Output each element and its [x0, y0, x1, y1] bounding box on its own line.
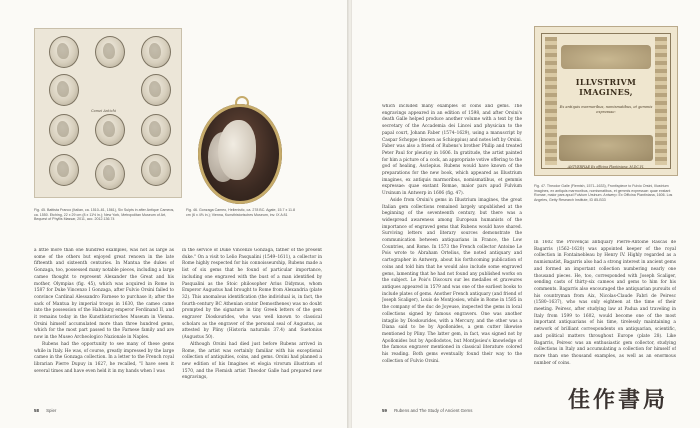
paragraph: which included many examples of coins and gems. The engravings appeared in an edition of 1598, and after Orsini's death Galle helped produce another volume with a text by the secretary of the Accademia dei Lincei and physician to the papal court, Johann Faber (1574–1629), using a manuscript by Caspar Schoppe (known as Schioppius) and notes left by Orsini. Faber was also a friend of Rubens's brother Philip and treated Peter Paul for pleurisy in 1606. In gratitude, the artist painted for him a picture of a cock, an appropriate votive offering to the god of healing, Asclepius. Rubens would have known of the preparations for the new book, which appeared as Illustrium imagines, ex antiquis marmoribus, nomismatibus, et gemmis expressae: quae exstant Romae, maior pars apud Fulvium Ursinum in Antwerp in 1606 (fig. 47).	[382, 104, 522, 197]
frontispiece-title: ILLVSTRIVM IMAGINES,	[575, 77, 637, 97]
text-column	[34, 248, 174, 400]
paragraph: Aside from Orsini's gems in Illustrium imagines, the great Italian gem collections remained largely unpublished at the beginning of the seventeenth century, but there was a widespread awareness among European humanists of the importance of engraved gems that Rubens would have shared. Surviving letters and literary sources demonstrate the communication between antiquarians in France, the Low Countries, and Rome. In 1573 the French collector Antoine Le Pois wrote to Abraham Ortelius, the noted antiquary and cartographer in Antwerp, about his forthcoming publication of coins and told him that he would also include some engraved gems, lamenting that he had not found any published works on the subject. Le Pois's Discours sur les medalles et graveures antiques appeared in 1579 and was one of the earliest books to include plates of gems. Another French antiquary (and friend of Joseph Scaliger), Louis de Montjosieu, while in Rome in 1585 in the company of the duc de Joyeuse, inspected the gems in local collections signed by famous engravers. One was another intaglio by Dioskourides, with a Mercury, and the other was a Diana said to be by Apollonides, a gem cutter likewise mentioned by Pliny. The latter gem, in fact, was signed not by Apollonides but by Apollodotos, but Montjosieu's knowledge of the famous engraver mentioned in classical literature colored his reading. Both gems eventually found their way to the collection of Fulvio Orsini.	[382, 197, 522, 364]
paragraph: Rubens had the opportunity to see many of these gems while in Italy. He was, of course, greatly impressed by the large cameo in the Gonzaga collection. In a letter to the French royal librarian Pierre Dupuy in 1627, he recalled, "I have seen it several times and have even held it in my hands when I was	[34, 341, 174, 374]
left-page	[0, 0, 348, 428]
paragraph: Although Orsini had died just before Rubens arrived in Rome, the artist was certainly familiar with his exceptional collection of antiquities, coins, and gems. Orsini had planned a new edition of his Imagines et elogia virorum illustrium of 1570, and the Flemish artist Theodor Galle had prepared new engravings,	[182, 341, 322, 381]
cameo-profile-front	[218, 120, 256, 180]
top-vignette	[561, 45, 651, 69]
right-column-ornament	[655, 37, 667, 165]
text-column	[182, 248, 322, 400]
text-column	[382, 104, 522, 404]
running-head: Rubens and The Study of Ancient Gems	[394, 408, 473, 413]
engraved-cameo	[133, 35, 177, 69]
engraved-cameo	[87, 35, 131, 69]
figure-caption: Fig. 47. Theodor Galle (Flemish, 1571–1633), Frontispiece to Fulvio Orsini, Illustrium imagines, ex antiquis marmoribus, nomismatibus, et gemmis expressae: quae exstant Romae, maior pars apud Fulvium Ursinum. Antwerp: Ex Officina Plantiniana, 1606. Los Angeles, Getty Research Institute, ID 85-B33	[534, 184, 673, 202]
folio	[382, 408, 472, 413]
right-page	[352, 0, 700, 428]
figure-caption: Fig. 46. Gonzaga Cameo, Hellenistic, ca. 278 BC. Agate, 15.7 x 11.8 cm (6 x 4⅝ in.); Vienna, Kunsthistorisches Museum, inv. IX A 81	[186, 208, 296, 217]
frontispiece-subtitle: Ex antiquis marmoribus, nomismatibus, et gemmis expressae:	[559, 105, 653, 114]
text-column	[534, 240, 676, 404]
page-number: 58	[34, 408, 39, 413]
plate-label: Camei Antichi	[91, 109, 117, 113]
watermark: 佳作書局	[568, 388, 669, 413]
paragraph: a little more than one hundred examples, was not as large as some of the others but enjoyed great renown in the late fifteenth and sixteenth centuries. In Mantua the dukes of Gonzaga, too, possessed many notable pieces, including a large cameo thought to represent Alexander the Great and his mother, Olympias (fig. 45), which was acquired in Rome in 1587 for Duke Vincenzo I Gonzaga, after Fulvio Orsini failed to convince Cardinal Alessandro Farnese to purchase it; after the sack of Mantua by imperial troops in 1630, the cameo came into the possession of the Habsburg emperor Ferdinand II, and it remains today in the Kunsthistorisches Museum in Vienna. Orsini himself accumulated more than three hundred gems, which for the most part passed to the Farnese family and are now in the Museo Archeologico Nazionale in Naples.	[34, 248, 174, 341]
frontispiece-imprint: ANTVERPIAE Ex officina Plantiniana. M.DC.VI.	[567, 165, 645, 169]
left-column-ornament	[545, 37, 557, 165]
paragraph: in the service of Duke Vincenzo Gonzaga, father of the present duke." On a visit to Lelio Pasqualini (1549–1611), a collector in Rome highly respected for his connoisseurship, Rubens made a list of six gems that he found of particular importance, including one engraved with the bust of a man identified by Pasqualini as the Stoic philosopher Arius Didymus, whom Emperor Augustus had brought to Rome from Alexandria (plate 32). This anomalous identification (the individual is, in fact, the fourth-century BC Athenian orator Demosthenes) was no doubt prompted by the signature in tiny Greek letters of the gem engraver Dioskourides, who was well known to classical scholars as the engraver of the personal seal of Augustus, as attested by Pliny (Historia naturalis 37.4) and Suetonius (Augustus 50).	[182, 248, 322, 341]
engraved-cameo	[133, 113, 177, 147]
frontispiece-figure	[534, 26, 678, 176]
engraved-cameo	[41, 73, 85, 107]
running-head: Spier	[46, 408, 57, 413]
engraving-figure	[34, 28, 182, 198]
gonzaga-cameo-figure	[186, 92, 294, 208]
page-number: 59	[382, 408, 387, 413]
engraved-cameo	[133, 73, 177, 107]
engraved-cameo	[41, 153, 85, 187]
engraved-cameo	[133, 153, 177, 187]
engraved-cameo	[87, 113, 131, 147]
bottom-vignette	[559, 135, 653, 161]
figure-caption: Fig. 45. Battista Franco (Italian, ca. 1510–61, 1561), Six Sulpts in after Antique Cameos, ca. 1550. Etching, 22 x 29 cm (8 x 11½ in.); New York, Metropolitan Museum of Art, Bequest of Phyllis Massar, 2011, acc. 2012.136.74	[34, 208, 175, 222]
folio	[34, 408, 56, 413]
engraved-cameo	[41, 35, 85, 69]
paragraph: In 1602 the Provençal antiquary Pierre-Antoine Rascas de Bagarris (1562–1620) was appointed keeper of the royal collection in Fontainebleau by Henry IV. Highly regarded as a numismatist, Bagarris also had a strong interest in ancient gems and formed an important collection numbering nearly one thousand pieces. He, too, corresponded with Joseph Scaliger, sending casts of thirty-six cameos and gems to him for his comments. Bagarris also encouraged the antiquarian pursuits of his countryman from Aix, Nicolas-Claude Fabri de Peiresc (1580–1637), who was only eighteen at the time of their meeting. Peiresc, after studying law at Padua and traveling in Italy from 1599 to 1602, would become one of the most important antiquarians of his time, tirelessly maintaining a network of brilliant correspondents on antiquarian, scientific, and political matters throughout Europe (plate 28). Like Bagarris, Peiresc was an enthusiastic gem collector, studying collections in Italy and accumulating a collection for himself of more than one thousand examples, as well as an enormous number of coins.	[534, 240, 676, 366]
engraved-cameo	[41, 113, 85, 147]
engraved-cameo	[87, 157, 131, 191]
